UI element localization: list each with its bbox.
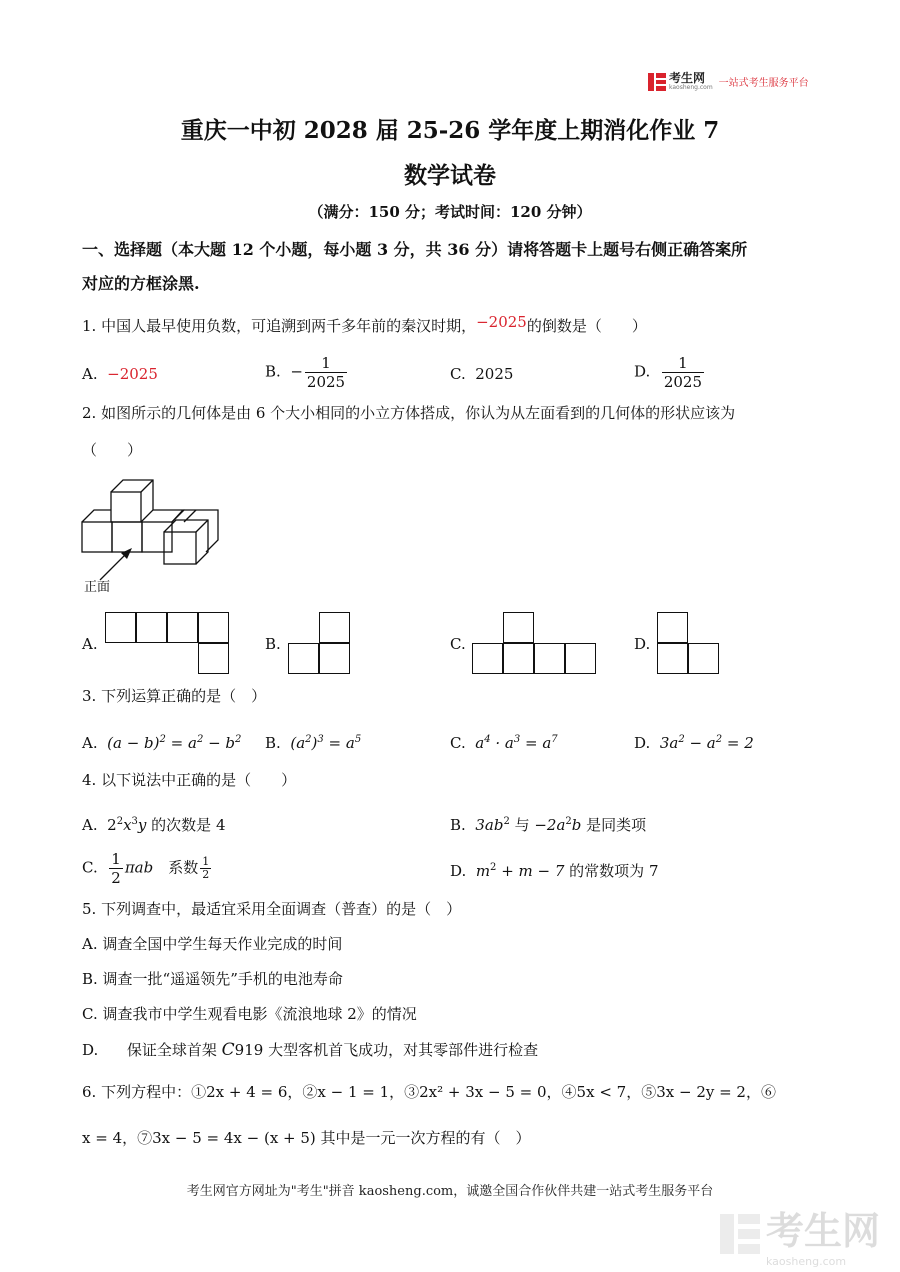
question-4-stem: 4. 以下说法中正确的是（ ） xyxy=(82,771,297,789)
q5-option-b: B. 调查一批“遥遥领先”手机的电池寿命 xyxy=(82,970,343,988)
watermark xyxy=(718,1200,880,1268)
q5-d-italic: C xyxy=(221,1040,235,1060)
brand-logo xyxy=(648,72,809,91)
q4-a-part: 2 xyxy=(107,816,117,834)
square xyxy=(319,643,350,674)
page-footer: 考生网官方网址为"考生"拼音 kaosheng.com，诚邀全国合作伙伴共建一站式考生服务平台 xyxy=(186,1184,714,1199)
q3-b-part: ) xyxy=(311,734,318,752)
q1-b-num: 1 xyxy=(305,354,347,373)
q3-b-part: = a xyxy=(323,734,355,752)
section-heading-line2: 对应的方框涂黑. xyxy=(82,274,200,293)
q4-a-label: A. xyxy=(82,816,98,834)
q4-d-label: D. xyxy=(450,862,467,880)
q5-d-text-tail: 919 大型客机首飞成功，对其零部件进行检查 xyxy=(234,1041,539,1059)
square xyxy=(565,643,596,674)
q1-option-c xyxy=(450,364,513,384)
q3-c-label: C. xyxy=(450,734,466,752)
q1-d-label: D. xyxy=(634,362,651,381)
q1-b-sign: − xyxy=(290,362,303,381)
exam-title: 重庆一中初 2028 届 25-26 学年度上期消化作业 7 xyxy=(180,117,720,144)
q1-option-d xyxy=(634,354,706,391)
cube-bottom-1 xyxy=(82,522,112,552)
q3-d-part: = 2 xyxy=(722,734,754,752)
watermark-logo-icon xyxy=(718,1212,762,1256)
q3-d-label: D. xyxy=(634,734,651,752)
q3-b-sup: 5 xyxy=(354,734,362,745)
q1-d-den: 2025 xyxy=(663,373,702,391)
square xyxy=(472,643,503,674)
q4-a-sup: 2 xyxy=(116,816,124,827)
square xyxy=(657,612,688,643)
square xyxy=(688,643,719,674)
q3-option-c xyxy=(450,730,558,753)
q2-option-c-label: C. xyxy=(450,635,466,653)
front-arrow xyxy=(100,552,128,580)
q4-c-label: C. xyxy=(82,858,98,877)
q1-d-fraction xyxy=(662,354,704,391)
q1-c-label: C. xyxy=(450,365,466,383)
square xyxy=(503,643,534,674)
q4-option-a xyxy=(82,812,226,835)
question-2-stem: 2. 如图所示的几何体是由 6 个大小相同的小立方体搭成，你认为从左面看到的几何体的形状应该为 xyxy=(82,404,736,422)
question-5-stem: 5. 下列调查中，最适宜采用全面调查（普查）的是（ ） xyxy=(82,900,462,918)
q3-d-part: − a xyxy=(684,734,716,752)
q4-b-mid: 与 xyxy=(509,816,535,834)
q4-option-d xyxy=(450,858,659,881)
cube-bottom-3 xyxy=(142,522,172,552)
q3-a-part: − b xyxy=(203,734,236,752)
q4-b-label: B. xyxy=(450,816,466,834)
q3-b-label: B. xyxy=(265,734,281,752)
q3-c-sup: 3 xyxy=(513,734,521,745)
q4-b-text: 是同类项 xyxy=(581,816,647,834)
q1-option-b xyxy=(265,354,349,391)
q3-d-sup: 2 xyxy=(678,734,685,745)
q4-b-part: −2a xyxy=(534,816,566,834)
square xyxy=(319,612,350,643)
square xyxy=(136,612,167,643)
q3-b-sup: 3 xyxy=(317,734,324,745)
exam-subject: 数学试卷 xyxy=(404,162,496,189)
q4-c-coef-num: 1 xyxy=(202,855,210,868)
q4-a-part: y xyxy=(137,816,147,834)
square xyxy=(288,643,319,674)
question-6-line1: 6. 下列方程中：①2x + 4 = 6，②x − 1 = 1，③2x² + 3x − 5 = 0，④5x < 7，⑤3x − 2y = 2，⑥ xyxy=(82,1083,776,1101)
cube-front-right xyxy=(164,532,196,564)
q3-c-part: · a xyxy=(490,734,514,752)
square xyxy=(657,643,688,674)
cube-bottom-2 xyxy=(112,522,142,552)
q1-c-value: 2025 xyxy=(475,365,514,383)
q2-option-a-label: A. xyxy=(82,635,98,653)
q4-b-sup: 2 xyxy=(565,816,572,827)
watermark-domain: kaosheng.com xyxy=(766,1255,847,1268)
q3-b-sup: 2 xyxy=(305,734,312,745)
question-3-stem: 3. 下列运算正确的是（ ） xyxy=(82,687,267,705)
q5-option-c: C. 调查我市中学生观看电影《流浪地球 2》的情况 xyxy=(82,1005,417,1023)
square xyxy=(534,643,565,674)
logo-domain: kaosheng.com xyxy=(669,84,713,91)
q4-c-fraction xyxy=(109,850,123,887)
q4-d-sup: 2 xyxy=(490,862,497,873)
q4-d-part: + m − 7 xyxy=(496,862,565,880)
q3-c-sup: 4 xyxy=(484,734,491,745)
q4-d-text: 的常数项为 7 xyxy=(564,862,659,880)
q4-c-text: 系数 xyxy=(153,858,199,877)
watermark-name: 考生网 xyxy=(766,1209,881,1253)
q5-d-label: D. xyxy=(82,1041,99,1059)
q3-c-part: a xyxy=(475,734,485,752)
q3-c-part: = a xyxy=(520,734,552,752)
q3-a-label: A. xyxy=(82,734,98,752)
section-heading-line1: 一、选择题（本大题 12 个小题，每小题 3 分，共 36 分）请将答题卡上题号右侧正确答案所 xyxy=(82,240,748,259)
q1-b-label: B. xyxy=(265,362,281,381)
square xyxy=(167,612,198,643)
question-6-line2: x = 4，⑦3x − 5 = 4x − (x + 5) 其中是一元一次方程的有（ ） xyxy=(82,1129,531,1147)
q3-a-part: = a xyxy=(165,734,197,752)
q3-c-sup: 7 xyxy=(551,734,558,745)
q3-d-part: 3a xyxy=(659,734,679,752)
q4-c-expr: πab xyxy=(124,858,154,877)
q4-c-num: 1 xyxy=(111,850,121,868)
q4-option-b xyxy=(450,812,646,835)
q5-d-text: 保证全球首架 xyxy=(126,1041,222,1059)
q3-a-part: (a − b) xyxy=(107,734,160,752)
q4-a-sup: 3 xyxy=(131,816,138,827)
square xyxy=(503,612,534,643)
q4-d-part: m xyxy=(475,862,491,880)
q4-c-den: 2 xyxy=(111,869,121,887)
q3-a-sup: 2 xyxy=(159,734,166,745)
q1-stem-tail: 的倒数是（ ） xyxy=(526,317,647,335)
logo-mark-icon xyxy=(648,73,666,91)
q1-value: −2025 xyxy=(476,313,527,331)
front-label: 正面 xyxy=(84,580,111,595)
q2-option-b-label: B. xyxy=(265,635,281,653)
q4-a-text: 的次数是 4 xyxy=(146,816,226,834)
q1-a-label: A. xyxy=(82,365,98,383)
q3-option-a xyxy=(82,730,241,753)
q1-stem-text: 1. 中国人最早使用负数，可追溯到两千多年前的秦汉时期， xyxy=(82,317,477,335)
q4-b-part: b xyxy=(571,816,582,834)
q1-d-num: 1 xyxy=(662,354,704,373)
exam-info: （满分：150 分；考试时间：120 分钟） xyxy=(308,203,592,221)
q1-b-fraction xyxy=(305,354,347,391)
logo-name: 考生网 xyxy=(669,71,706,85)
q4-b-sup: 2 xyxy=(503,816,510,827)
question-2-paren: （ ） xyxy=(82,441,143,459)
q3-option-b xyxy=(265,730,361,753)
q5-option-a: A. 调查全国中学生每天作业完成的时间 xyxy=(82,935,343,953)
q2-option-d-label: D. xyxy=(634,635,651,653)
q3-d-sup: 2 xyxy=(715,734,723,745)
q4-a-part: x xyxy=(123,816,132,834)
q5-option-d xyxy=(82,1040,538,1060)
square xyxy=(105,612,136,643)
q1-a-value: −2025 xyxy=(107,365,158,383)
q1-b-den: 2025 xyxy=(306,373,346,391)
q4-c-coef-fraction xyxy=(200,856,211,881)
question-1-stem xyxy=(82,313,647,336)
q3-a-sup: 2 xyxy=(235,734,242,745)
q4-option-c xyxy=(82,850,213,887)
square xyxy=(198,612,229,643)
q3-b-part: (a xyxy=(290,734,306,752)
cube-top-front xyxy=(111,492,141,522)
q1-option-a xyxy=(82,364,158,384)
q3-option-d xyxy=(634,730,754,753)
square xyxy=(198,643,229,674)
q4-c-coef-den: 2 xyxy=(202,868,210,881)
logo-slogan: 一站式考生服务平台 xyxy=(718,78,809,89)
q3-a-sup: 2 xyxy=(196,734,204,745)
q4-b-part: 3ab xyxy=(475,816,504,834)
